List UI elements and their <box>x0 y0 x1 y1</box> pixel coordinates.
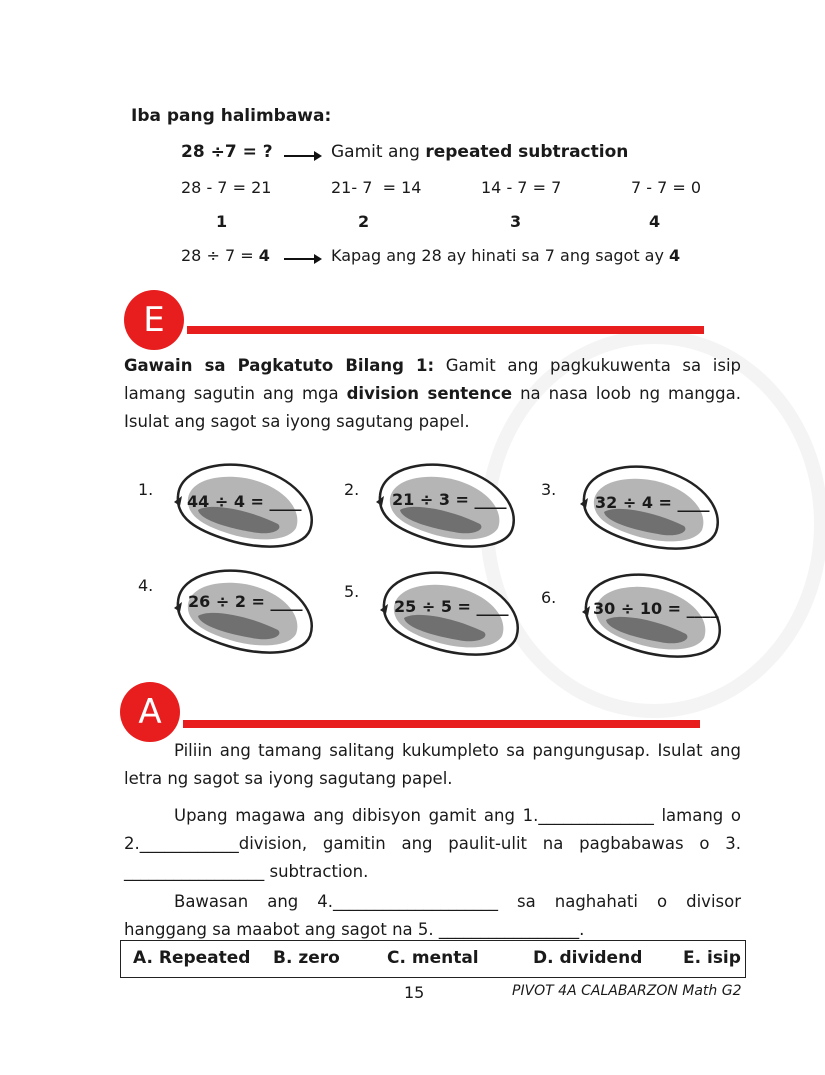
arrow-icon <box>284 155 320 157</box>
choice-d: D. dividend <box>533 948 643 968</box>
division-expression: 26 ÷ 2 = ____ <box>188 592 303 611</box>
activity-title: Gawain sa Pagkatuto Bilang 1: <box>124 356 435 375</box>
step-count-2: 2 <box>358 212 370 231</box>
section-a-divider <box>183 720 700 728</box>
item-number: 6. <box>541 588 557 607</box>
fill-in-paragraph-2: Bawasan ang 4.____________________ sa naghahati o divisor hanggang sa maabot ang sagot na 5. _________________. <box>124 892 741 939</box>
choice-e: E. isip <box>683 948 741 968</box>
division-expression: 30 ÷ 10 = ____ <box>593 599 719 618</box>
division-expression: 44 ÷ 4 = ____ <box>187 492 302 511</box>
section-e-divider <box>187 326 704 334</box>
example-method-prefix: Gamit ang <box>331 142 426 162</box>
step-count-1: 1 <box>216 212 228 231</box>
instructions-part-2: na nasa loob ng mangga. Isulat ang sagot sa iyong sagutang papel. <box>124 384 741 431</box>
page-number: 15 <box>404 983 425 1002</box>
example-heading: Iba pang halimbawa: <box>131 106 332 126</box>
choice-c: C. mental <box>387 948 479 968</box>
division-expression: 21 ÷ 3 = ____ <box>392 490 507 509</box>
section-a-badge: A <box>120 682 180 742</box>
step-count-3: 3 <box>510 212 522 231</box>
division-expression: 32 ÷ 4 = ____ <box>595 493 710 512</box>
instructions-part-1: Gamit ang pagkukuwenta sa isip lamang sagutin ang mga <box>124 356 741 403</box>
instructions-bold: division sentence <box>346 384 513 403</box>
arrow-icon <box>284 258 320 260</box>
choice-b: B. zero <box>273 948 340 968</box>
example-conclusion <box>331 246 680 265</box>
choice-a: A. Repeated <box>133 948 251 968</box>
section-e-instructions <box>124 352 741 436</box>
step-count-4: 4 <box>649 212 661 231</box>
answer-choices-box <box>120 940 746 978</box>
item-number: 1. <box>138 480 154 499</box>
fill-in-paragraph-1: Upang magawa ang dibisyon gamit ang 1.______________ lamang o 2.____________division, gamitin ang paulit-ulit na pagbabawas o 3. _________________ subtraction. <box>124 806 741 881</box>
item-number: 2. <box>344 480 360 499</box>
result-prefix: 28 ÷ 7 = <box>181 246 259 265</box>
item-number: 3. <box>541 480 557 499</box>
section-a-instructions: Piliin ang tamang salitang kukumpleto sa pangungusap. Isulat ang letra ng sagot sa iyong sagutang papel. <box>124 741 741 788</box>
item-number: 4. <box>138 576 154 595</box>
example-result <box>181 246 270 265</box>
item-number: 5. <box>344 582 360 601</box>
step-3: 14 - 7 = 7 <box>481 178 562 197</box>
example-problem: 28 ÷7 = ? <box>181 142 273 162</box>
example-method <box>331 142 628 162</box>
conclusion-prefix: Kapag ang 28 ay hinati sa 7 ang sagot ay <box>331 246 670 265</box>
step-1: 28 - 7 = 21 <box>181 178 272 197</box>
result-value: 4 <box>258 246 270 265</box>
example-method-bold: repeated subtraction <box>425 142 629 162</box>
step-4: 7 - 7 = 0 <box>631 178 702 197</box>
section-e-badge: E <box>124 290 184 350</box>
conclusion-value: 4 <box>669 246 681 265</box>
step-2: 21- 7 = 14 <box>331 178 422 197</box>
series-label: PIVOT 4A CALABARZON Math G2 <box>512 983 742 999</box>
division-expression: 25 ÷ 5 = ____ <box>394 597 509 616</box>
